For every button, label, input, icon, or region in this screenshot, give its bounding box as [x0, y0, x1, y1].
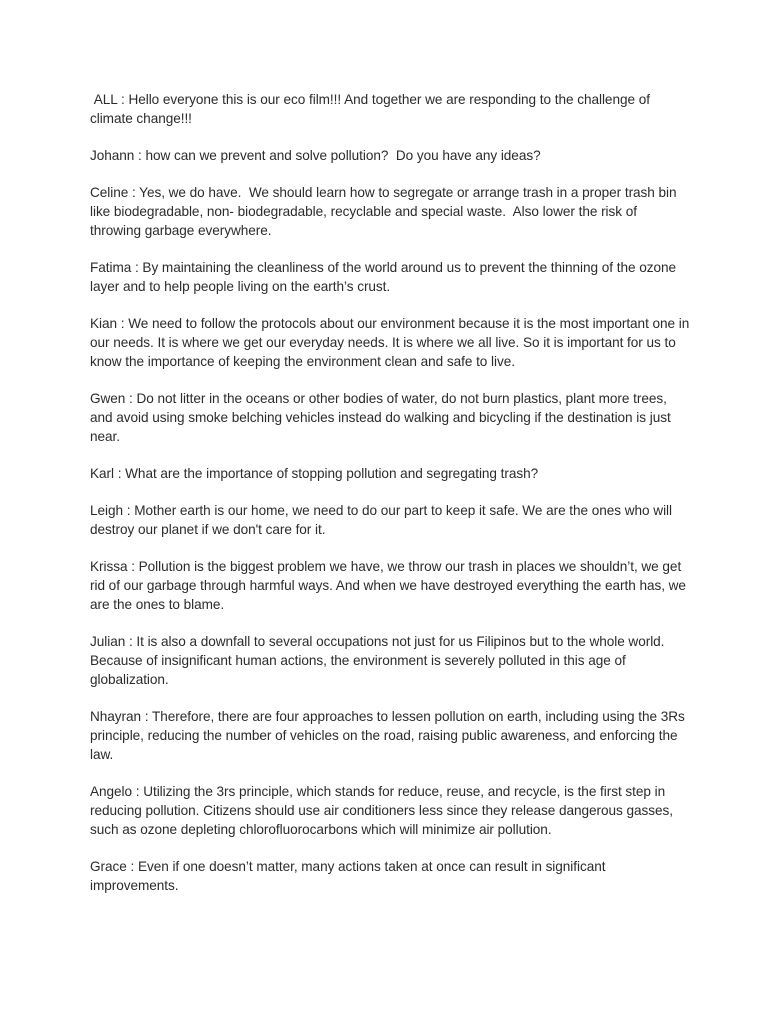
dialogue-julian: Julian : It is also a downfall to several occupations not just for us Filipinos but to the whole world. Because of insignificant human actions, the environment is severely polluted in this age of globalization. [90, 634, 669, 687]
dialogue-nhayran: Nhayran : Therefore, there are four approaches to lessen pollution on earth, including using the 3Rs principle, reducing the number of vehicles on the road, raising public awareness, and enforcing the law. [90, 709, 689, 762]
dialogue-krissa: Krissa : Pollution is the biggest problem we have, we throw our trash in places we shouldn’t, we get rid of our garbage through harmful ways. And when we have destroyed everything the earth has, we are the ones to blame. [90, 559, 690, 612]
dialogue-celine: Celine : Yes, we do have. We should learn how to segregate or arrange trash in a proper trash bin like biodegradable, non- biodegradable, recyclable and special waste. Also lower the risk of throwing garbage everywhere. [90, 185, 681, 238]
eco-film-script [90, 90, 693, 913]
dialogue-grace: Grace : Even if one doesn’t matter, many actions taken at once can result in significant improvements. [90, 859, 610, 893]
dialogue-fatima: Fatima : By maintaining the cleanliness of the world around us to prevent the thinning of the ozone layer and to help people living on the earth’s crust. [90, 260, 680, 294]
dialogue-angelo: Angelo : Utilizing the 3rs principle, which stands for reduce, reuse, and recycle, is the first step in reducing pollution. Citizens should use air conditioners less since they release dangerous gasses, such as ozone depleting chlorofluorocarbons which will minimize air pollution. [90, 784, 677, 837]
dialogue-gwen: Gwen : Do not litter in the oceans or other bodies of water, do not burn plastics, plant more trees, and avoid using smoke belching vehicles instead do walking and bicycling if the destination is just near. [90, 391, 675, 444]
dialogue-karl: Karl : What are the importance of stopping pollution and segregating trash? [90, 466, 539, 481]
dialogue-kian: Kian : We need to follow the protocols about our environment because it is the most important one in our needs. It is where we get our everyday needs. It is where we all live. So it is important for us to know the importance of keeping the environment clean and safe to live. [90, 316, 693, 369]
dialogue-johann: Johann : how can we prevent and solve pollution? Do you have any ideas? [90, 148, 541, 163]
dialogue-leigh: Leigh : Mother earth is our home, we need to do our part to keep it safe. We are the ones who will destroy our planet if we don't care for it. [90, 503, 676, 537]
dialogue-all: ALL : Hello everyone this is our eco film!!! And together we are responding to the challenge of climate change!!! [90, 92, 654, 126]
